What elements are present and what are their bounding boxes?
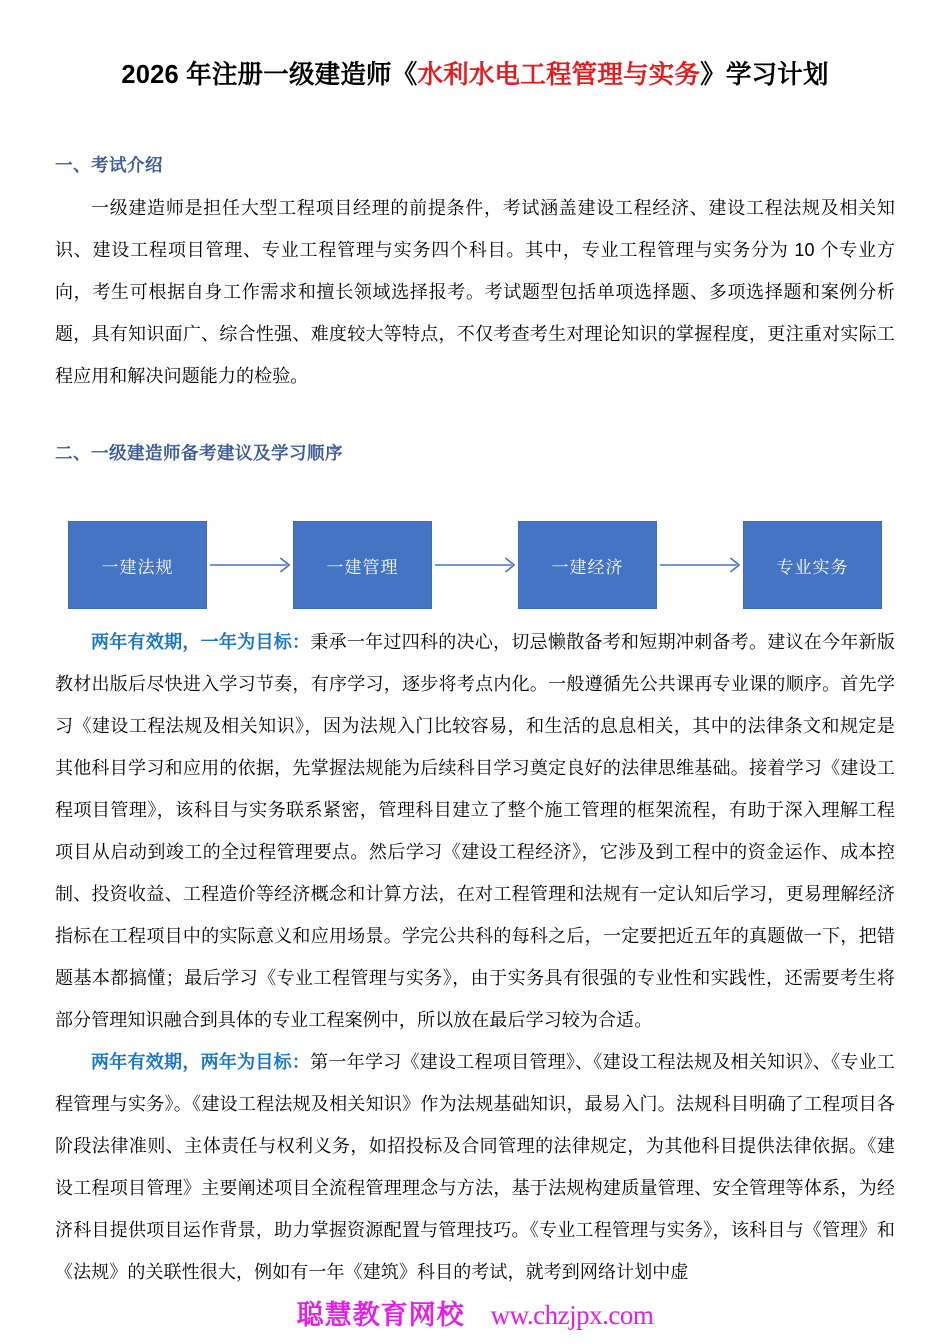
title-highlight: 水利水电工程管理与实务 bbox=[417, 61, 701, 89]
flow-arrow-3-icon bbox=[660, 554, 740, 576]
two-year-goal-body: 第一年学习《建设工程项目管理》、《建设工程法规及相关知识》、《专业工程管理与实务》。《建设工程法规及相关知识》作为法规基础知识，最易入门。法规科目明确了工程项目各阶段法律准则、主体责任与权利义务，如招投标及合同管理的法律规定，为其他科目提供法律依据。《建设工程项目管理》主要阐述项目全流程管理理念与方法，基于法规构建质量管理、安全管理等体系，为经济科目提供项目运作背景，助力掌握资源配置与管理技巧。《专业工程管理与实务》，该科目与《管理》和《法规》的关联性很大，例如有一年《建筑》科目的考试，就考到网络计划中虚 bbox=[55, 1052, 895, 1283]
title-bracket-close: 》 bbox=[700, 61, 726, 89]
two-year-goal-lead: 两年有效期，两年为目标： bbox=[91, 1052, 311, 1073]
watermark-brand: 聪慧教育网校 bbox=[296, 1300, 465, 1330]
section-one-paragraph: 一级建造师是担任大型工程项目经理的前提条件，考试涵盖建设工程经济、建设工程法规及相关知识、建设工程项目管理、专业工程管理与实务四个科目。其中，专业工程管理与实务分为 10 个专业方向，考生可根据自身工作需求和擅长领域选择报考。考试题型包括单项选择题、多项选择题和案例分析题，具有知识面广、综合性强、难度较大等特点，不仅考查考生对理论知识的掌握程度，更注重对实际工程应用和解决问题能力的检验。 bbox=[55, 198, 895, 387]
flow-step-1 bbox=[68, 521, 207, 609]
flow-step-1-label: 一建法规 bbox=[101, 557, 174, 577]
section-heading-study-advice: 二、一级建造师备考建议及学习顺序 bbox=[55, 443, 343, 464]
section-heading-exam-intro: 一、考试介绍 bbox=[55, 155, 163, 176]
flow-arrow-1-icon bbox=[210, 554, 290, 576]
page-title bbox=[55, 0, 895, 92]
one-year-goal-body: 秉承一年过四科的决心，切忌懒散备考和短期冲刺备考。建议在今年新版教材出版后尽快进入学习节奏，有序学习，逐步将考点内化。一般遵循先公共课再专业课的顺序。首先学习《建设工程法规及相关知识》，因为法规入门比较容易，和生活的息息相关，其中的法律条文和规定是其他科目学习和应用的依据，先掌握法规能为后续科目学习奠定良好的法律思维基础。接着学习《建设工程项目管理》，该科目与实务联系紧密，管理科目建立了整个施工管理的框架流程，有助于深入理解工程项目从启动到竣工的全过程管理要点。然后学习《建设工程经济》，它涉及到工程中的资金运作、成本控制、投资收益、工程造价等经济概念和计算方法，在对工程管理和法规有一定认知后学习，更易理解经济指标在工程项目中的实际意义和应用场景。学完公共科的每科之后，一定要把近五年的真题做一下，把错题基本都搞懂；最后学习《专业工程管理与实务》，由于实务具有很强的专业性和实践性，还需要考生将部分管理知识融合到具体的专业工程案例中，所以放在最后学习较为合适。 bbox=[55, 632, 895, 1031]
flow-step-3-label: 一建经济 bbox=[551, 557, 624, 577]
one-year-goal-lead: 两年有效期，一年为目标： bbox=[91, 632, 311, 653]
watermark-url: ww.chzjpx.com bbox=[490, 1300, 654, 1330]
title-suffix: 学习计划 bbox=[725, 61, 829, 89]
title-bracket-open: 《 bbox=[391, 61, 418, 89]
study-order-flowchart bbox=[55, 509, 895, 621]
flow-step-4-label: 专业实务 bbox=[776, 557, 849, 577]
title-prefix: 2026 年注册一级建造师 bbox=[121, 61, 392, 89]
flow-step-3 bbox=[518, 521, 657, 609]
flow-arrow-2-icon bbox=[435, 554, 515, 576]
flow-step-2 bbox=[293, 521, 432, 609]
flow-step-4 bbox=[743, 521, 882, 609]
flow-step-2-label: 一建管理 bbox=[326, 557, 399, 577]
two-year-goal-paragraph bbox=[55, 1041, 895, 1293]
one-year-goal-paragraph bbox=[55, 621, 895, 1041]
watermark bbox=[0, 1293, 950, 1332]
